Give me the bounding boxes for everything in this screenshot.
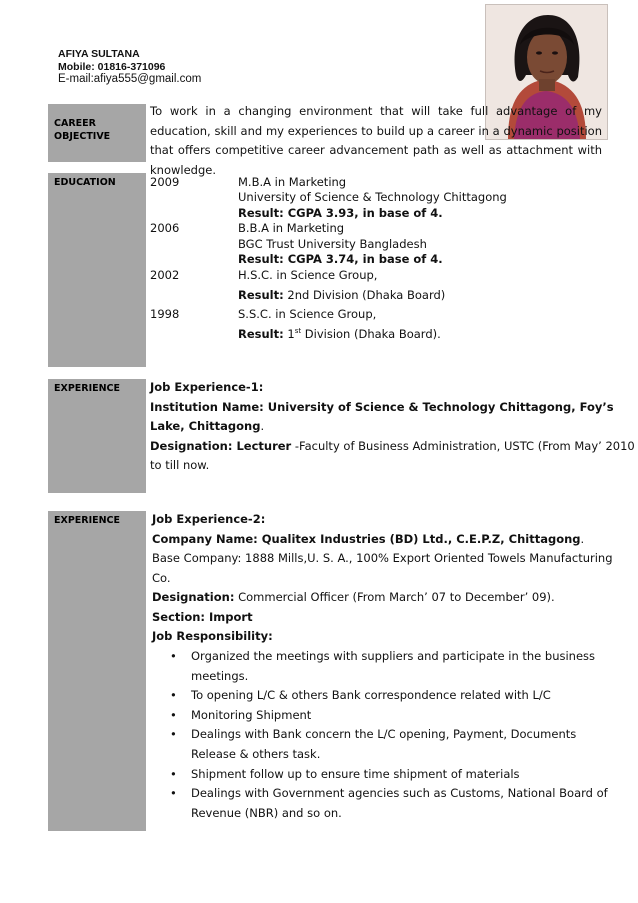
education-label: EDUCATION — [54, 177, 116, 188]
responsibility-list — [152, 647, 612, 823]
institution-end: . — [260, 419, 265, 433]
company-name-end: . — [580, 532, 585, 546]
designation-text: Commercial Officer (From March’ 07 to December’ 09). — [234, 590, 555, 604]
experience-label: EXPERIENCE — [54, 383, 121, 394]
education-label-box — [48, 173, 146, 367]
list-item-text: Dealings with Bank concern the L/C opening, Payment, Documents Release & others task. — [191, 727, 577, 761]
list-item — [152, 686, 612, 706]
institution-name: Institution Name: University of Science & Technology Chittagong, Foy’s — [150, 400, 614, 414]
designation — [150, 437, 635, 457]
result-label: Result: — [238, 288, 284, 302]
education-degree: H.S.C. in Science Group, — [238, 268, 378, 282]
education-result: Result: CGPA 3.74, in base of 4. — [238, 252, 443, 266]
education-institution: BGC Trust University Bangladesh — [238, 237, 427, 251]
institution-name-cont — [150, 417, 264, 437]
list-item-text: Organized the meetings with suppliers and participate in the business meetings. — [191, 649, 596, 683]
company-name — [152, 530, 584, 550]
list-item — [152, 765, 612, 785]
result-value-end: Division (Dhaka Board). — [301, 327, 441, 341]
education-year: 2006 — [150, 221, 180, 235]
education-year: 2009 — [150, 175, 180, 189]
experience-label: EXPERIENCE — [54, 515, 121, 526]
result-label: Result: — [238, 327, 284, 341]
designation — [152, 588, 555, 608]
list-item-text: To opening L/C & others Bank correspondence related with L/C — [191, 688, 551, 703]
list-item-text: Dealings with Government agencies such as Customs, National Board of Revenue (NBR) and so on. — [191, 786, 608, 820]
job-title: Job Experience-1: — [150, 380, 264, 394]
career-objective-label: CAREER OBJECTIVE — [54, 118, 111, 142]
result-value: 2nd Division (Dhaka Board) — [283, 288, 446, 302]
company-name-text: Company Name: Qualitex Industries (BD) Ltd., C.E.P.Z, Chittagong — [152, 532, 581, 546]
education-year: 2002 — [150, 268, 180, 282]
education-result: Result: CGPA 3.93, in base of 4. — [238, 206, 443, 220]
list-item — [152, 784, 612, 823]
bullet-icon: • — [170, 707, 177, 722]
bullet-icon: • — [170, 727, 177, 742]
institution-location: Lake, Chittagong — [150, 419, 261, 433]
email-address: E-mail:afiya555@gmail.com — [58, 73, 202, 85]
education-degree: M.B.A in Marketing — [238, 175, 347, 189]
bullet-icon: • — [170, 688, 177, 703]
career-objective-label-box — [48, 104, 146, 162]
bullet-icon: • — [170, 786, 177, 801]
result-value: 1 — [283, 327, 295, 341]
education-degree: S.S.C. in Science Group, — [238, 307, 377, 321]
list-item — [152, 706, 612, 726]
list-item — [152, 647, 612, 686]
education-result — [238, 288, 445, 303]
responsibility-title: Job Responsibility: — [152, 629, 273, 643]
list-item-text: Shipment follow up to ensure time shipment of materials — [191, 766, 520, 781]
experience-label-box — [48, 511, 146, 831]
designation-label: Designation: — [152, 590, 235, 604]
designation-cont: to till now. — [150, 458, 210, 472]
mobile-number: Mobile: 01816-371096 — [58, 61, 166, 73]
job-title: Job Experience-2: — [152, 512, 266, 526]
experience-label-box — [48, 379, 146, 493]
designation-label: Designation: Lecturer — [150, 439, 292, 453]
education-result — [238, 327, 441, 342]
result-superscript: st — [294, 327, 302, 336]
section-name: Section: Import — [152, 610, 253, 624]
bullet-icon: • — [170, 766, 177, 781]
base-company: Base Company: 1888 Mills,U. S. A., 100% Export Oriented Towels Manufacturing — [152, 551, 613, 565]
list-item — [152, 725, 612, 764]
list-item-text: Monitoring Shipment — [191, 707, 312, 722]
career-objective-text: To work in a changing environment that will take full advantage of my education, skill and my experiences to build up a career in a dynamic position that offers competitive career advancement path as well as attachment with knowledge. — [150, 104, 602, 177]
education-institution: University of Science & Technology Chittagong — [238, 190, 507, 204]
education-degree: B.B.A in Marketing — [238, 221, 345, 235]
designation-text: -Faculty of Business Administration, USTC (From May’ 2010 — [291, 439, 635, 453]
bullet-icon: • — [170, 649, 177, 663]
candidate-name: AFIYA SULTANA — [58, 48, 140, 60]
education-year: 1998 — [150, 307, 180, 321]
base-company-cont: Co. — [152, 571, 171, 585]
